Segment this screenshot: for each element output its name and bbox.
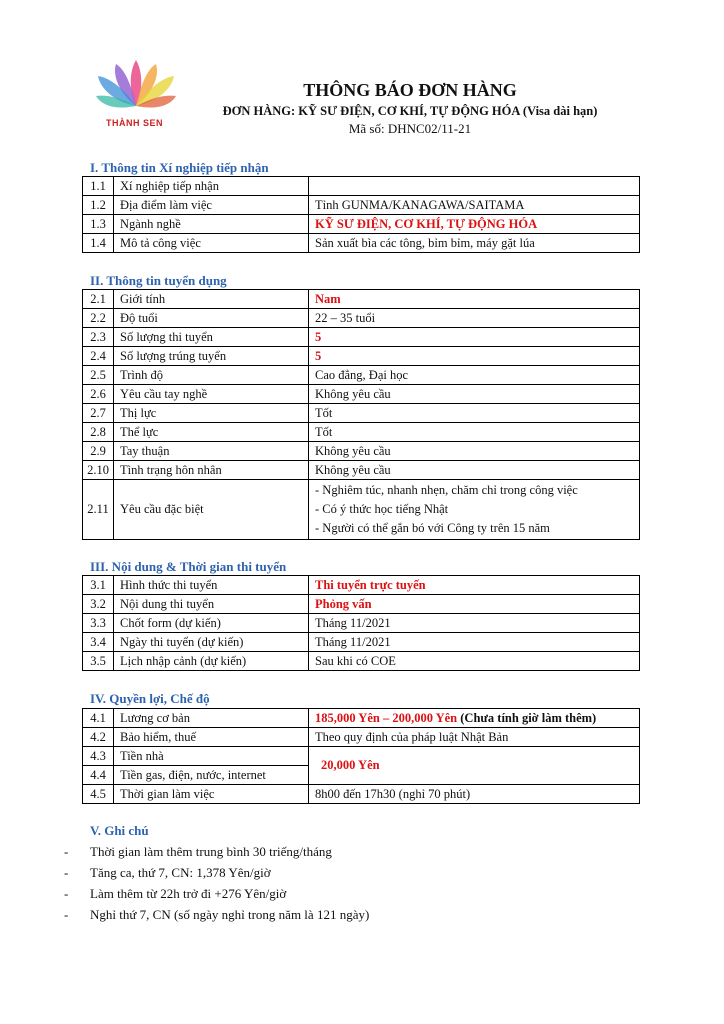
table-row xyxy=(83,290,640,309)
row-value: Không yêu cầu xyxy=(309,461,640,480)
table-section-1 xyxy=(82,176,640,253)
row-value: Thi tuyển trực tuyến xyxy=(309,576,640,595)
table-row xyxy=(83,652,640,671)
table-row xyxy=(83,595,640,614)
row-value: 5 xyxy=(309,328,640,347)
row-value: KỸ SƯ ĐIỆN, CƠ KHÍ, TỰ ĐỘNG HÓA xyxy=(309,215,640,234)
table-row xyxy=(83,328,640,347)
row-number: 3.2 xyxy=(83,595,114,614)
row-number: 3.4 xyxy=(83,633,114,652)
salary-range: 185,000 Yên – 200,000 Yên xyxy=(315,710,458,725)
order-code: Mã số: DHNC02/11-21 xyxy=(348,121,472,136)
bullet: - xyxy=(64,844,69,859)
row-number: 3.5 xyxy=(83,652,114,671)
row-label: Thể lực xyxy=(114,423,309,442)
logo-text: THÀNH SEN xyxy=(106,118,164,128)
row-number: 4.3 xyxy=(83,747,114,766)
table-row xyxy=(83,709,640,728)
row-label: Yêu cầu đặc biệt xyxy=(114,480,309,540)
table-row xyxy=(83,309,640,328)
row-number: 2.5 xyxy=(83,366,114,385)
row-label: Lịch nhập cảnh (dự kiến) xyxy=(114,652,309,671)
table-section-3 xyxy=(82,575,640,671)
row-number: 2.7 xyxy=(83,404,114,423)
table-row xyxy=(83,461,640,480)
row-value: 5 xyxy=(309,347,640,366)
row-label: Số lượng trúng tuyển xyxy=(114,347,309,366)
row-value: Sản xuất bìa các tông, bỉm bỉm, máy gặt lúa xyxy=(309,234,640,253)
row-number: 1.3 xyxy=(83,215,114,234)
table-row xyxy=(83,576,640,595)
row-value: Nam xyxy=(309,290,640,309)
row-value: Tốt xyxy=(309,404,640,423)
row-number: 4.5 xyxy=(83,785,114,804)
row-label: Số lượng thi tuyển xyxy=(114,328,309,347)
row-label: Tiền nhà xyxy=(114,747,309,766)
note-text: Tăng ca, thứ 7, CN: 1,378 Yên/giờ xyxy=(90,865,271,880)
row-number: 2.10 xyxy=(83,461,114,480)
note-text: Làm thêm từ 22h trở đi +276 Yên/giờ xyxy=(90,886,287,901)
bullet: - xyxy=(64,886,69,901)
row-number: 4.2 xyxy=(83,728,114,747)
row-label: Chốt form (dự kiến) xyxy=(114,614,309,633)
row-label: Trình độ xyxy=(114,366,309,385)
row-value xyxy=(309,480,640,540)
row-value: Theo quy định của pháp luật Nhật Bản xyxy=(309,728,640,747)
row-number: 2.2 xyxy=(83,309,114,328)
row-label: Hình thức thi tuyển xyxy=(114,576,309,595)
row-number: 1.2 xyxy=(83,196,114,215)
row-label: Ngành nghề xyxy=(114,215,309,234)
row-label: Độ tuổi xyxy=(114,309,309,328)
table-row xyxy=(83,747,640,766)
row-number: 2.1 xyxy=(83,290,114,309)
row-label: Ngày thi tuyển (dự kiến) xyxy=(114,633,309,652)
section-title-4: IV. Quyền lợi, Chế độ xyxy=(90,691,210,706)
row-label: Tiền gas, điện, nước, internet xyxy=(114,766,309,785)
row-number: 4.1 xyxy=(83,709,114,728)
table-row xyxy=(83,442,640,461)
row-number: 2.6 xyxy=(83,385,114,404)
table-row xyxy=(83,366,640,385)
row-number: 2.4 xyxy=(83,347,114,366)
row-number: 1.1 xyxy=(83,177,114,196)
row-value: 20,000 Yên xyxy=(309,747,640,785)
table-row xyxy=(83,480,640,540)
row-label: Bảo hiểm, thuế xyxy=(114,728,309,747)
section-title-3: III. Nội dung & Thời gian thi tuyển xyxy=(90,559,287,574)
table-row xyxy=(83,633,640,652)
row-number: 2.3 xyxy=(83,328,114,347)
row-label: Địa điểm làm việc xyxy=(114,196,309,215)
page-subtitle: ĐƠN HÀNG: KỸ SƯ ĐIỆN, CƠ KHÍ, TỰ ĐỘNG HÓA (Visa dài hạn) xyxy=(222,104,598,118)
row-value: Cao đẳng, Đại học xyxy=(309,366,640,385)
row-label: Mô tả công việc xyxy=(114,234,309,253)
row-label: Thị lực xyxy=(114,404,309,423)
table-row xyxy=(83,785,640,804)
requirement-line: - Nghiêm túc, nhanh nhẹn, chăm chỉ trong công việc xyxy=(315,483,578,497)
row-number: 3.3 xyxy=(83,614,114,633)
section-title-2: II. Thông tin tuyển dụng xyxy=(90,273,227,288)
row-value xyxy=(309,177,640,196)
row-number: 4.4 xyxy=(83,766,114,785)
row-label: Giới tính xyxy=(114,290,309,309)
requirement-line: - Có ý thức học tiếng Nhật xyxy=(315,502,449,516)
row-label: Tay thuận xyxy=(114,442,309,461)
salary-note: (Chưa tính giờ làm thêm) xyxy=(457,710,597,725)
row-label: Yêu cầu tay nghề xyxy=(114,385,309,404)
row-label: Tình trạng hôn nhân xyxy=(114,461,309,480)
bullet: - xyxy=(64,865,69,880)
section-title-5: V. Ghi chú xyxy=(90,823,149,838)
row-value: Không yêu cầu xyxy=(309,385,640,404)
table-row xyxy=(83,347,640,366)
requirement-line: - Người có thể gắn bó với Công ty trên 15 năm xyxy=(315,521,550,535)
table-row xyxy=(83,614,640,633)
section-title-1: I. Thông tin Xí nghiệp tiếp nhận xyxy=(90,160,269,175)
table-row xyxy=(83,234,640,253)
table-row xyxy=(83,215,640,234)
row-value: Tốt xyxy=(309,423,640,442)
page-title: THÔNG BÁO ĐƠN HÀNG xyxy=(303,80,517,100)
row-number: 2.11 xyxy=(83,480,114,540)
row-value xyxy=(309,709,640,728)
row-value: 8h00 đến 17h30 (nghỉ 70 phút) xyxy=(309,785,640,804)
row-number: 1.4 xyxy=(83,234,114,253)
row-value: Không yêu cầu xyxy=(309,442,640,461)
row-number: 2.8 xyxy=(83,423,114,442)
row-number: 2.9 xyxy=(83,442,114,461)
table-row xyxy=(83,728,640,747)
row-value: Tỉnh GUNMA/KANAGAWA/SAITAMA xyxy=(309,196,640,215)
table-row xyxy=(83,385,640,404)
row-value: Phỏng vấn xyxy=(309,595,640,614)
row-value: 22 – 35 tuổi xyxy=(309,309,640,328)
table-row xyxy=(83,196,640,215)
table-row xyxy=(83,423,640,442)
row-label: Xí nghiệp tiếp nhận xyxy=(114,177,309,196)
table-section-2 xyxy=(82,289,640,540)
row-label: Nội dung thi tuyển xyxy=(114,595,309,614)
row-value: Sau khi có COE xyxy=(309,652,640,671)
row-number: 3.1 xyxy=(83,576,114,595)
bullet: - xyxy=(64,907,69,922)
table-row xyxy=(83,404,640,423)
row-value: Tháng 11/2021 xyxy=(309,614,640,633)
note-text: Nghỉ thứ 7, CN (số ngày nghỉ trong năm là 121 ngày) xyxy=(90,907,370,922)
note-text: Thời gian làm thêm trung bình 30 triếng/tháng xyxy=(90,844,332,859)
row-label: Lương cơ bản xyxy=(114,709,309,728)
row-label: Thời gian làm việc xyxy=(114,785,309,804)
row-value: Tháng 11/2021 xyxy=(309,633,640,652)
table-section-4 xyxy=(82,708,640,804)
table-row xyxy=(83,177,640,196)
